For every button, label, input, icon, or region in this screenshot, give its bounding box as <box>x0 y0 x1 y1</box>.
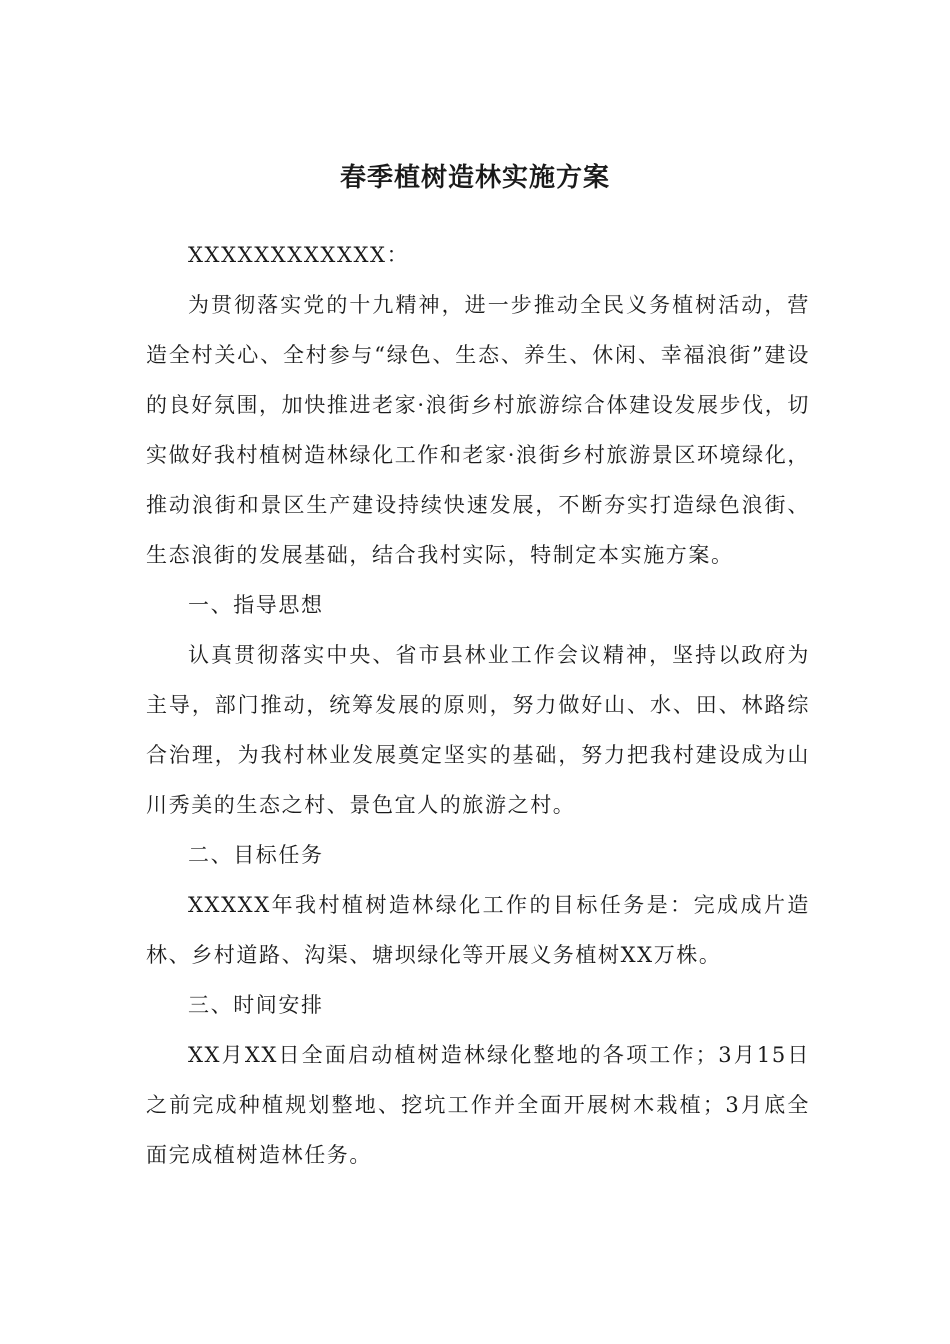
section-text-guiding-ideology: 认真贯彻落实中央、省市县林业工作会议精神，坚持以政府为主导，部门推动，统筹发展的原则，努力做好山、水、田、林路综合治理，为我村林业发展奠定坚实的基础，努力把我村建设成为山川秀美的生态之村、景色宜人的旅游之村。 <box>146 643 810 817</box>
section-text-goals: XXXXX年我村植树造林绿化工作的目标任务是：完成成片造林、乡村道路、沟渠、塘坝绿化等开展义务植树XX万株。 <box>146 893 810 967</box>
document-body <box>146 230 810 1180</box>
section-heading-schedule: 三、时间安排 <box>188 993 324 1017</box>
section-text-schedule: XX月XX日全面启动植树造林绿化整地的各项工作；3月15日之前完成种植规划整地、挖坑工作并全面开展树木栽植；3月底全面完成植树造林任务。 <box>146 1043 810 1167</box>
document-title: 春季植树造林实施方案 <box>339 163 610 193</box>
section-heading-guiding-ideology: 一、指导思想 <box>188 593 324 617</box>
salutation: XXXXXXXXXXXX： <box>188 243 410 267</box>
section-heading-goals: 二、目标任务 <box>188 843 324 867</box>
intro-paragraph: 为贯彻落实党的十九精神，进一步推动全民义务植树活动，营造全村关心、全村参与“绿色、生态、养生、休闲、幸福浪街”建设的良好氛围，加快推进老家·浪街乡村旅游综合体建设发展步伐，切实做好我村植树造林绿化工作和老家·浪街乡村旅游景区环境绿化，推动浪街和景区生产建设持续快速发展，不断夯实打造绿色浪街、生态浪街的发展基础，结合我村实际，特制定本实施方案。 <box>146 293 810 567</box>
